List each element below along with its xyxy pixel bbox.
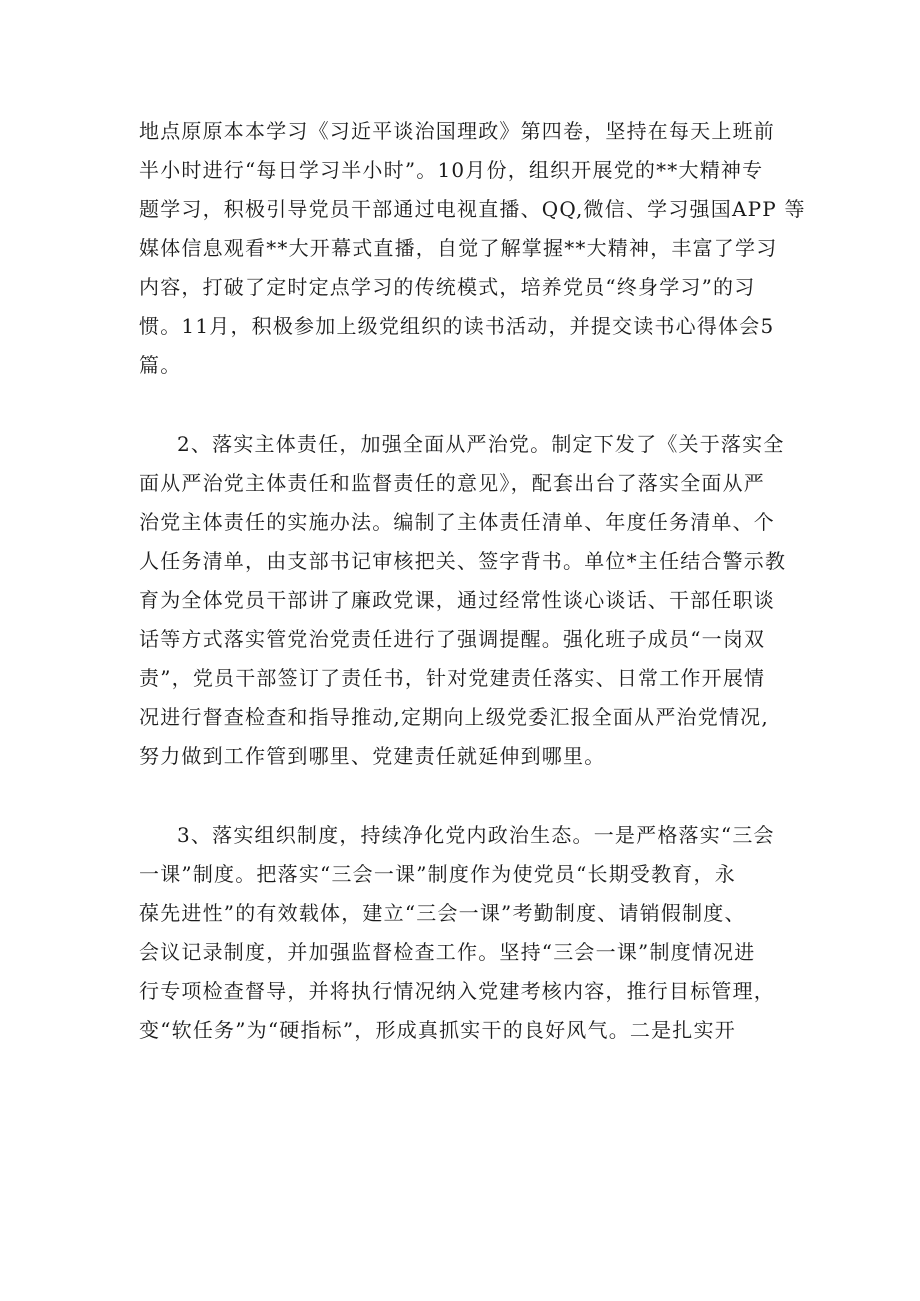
text-line: 责”，党员干部签订了责任书，针对党建责任落实、日常工作开展情: [139, 666, 766, 690]
text-line: 会议记录制度，并加强监督检查工作。坚持“三会一课”制度情况进: [139, 940, 756, 964]
text-line: 治党主体责任的实施办法。编制了主体责任清单、年度任务清单、个: [139, 510, 775, 534]
text-line: 媒体信息观看**大开幕式直播，自觉了解掌握**大精神，丰富了学习: [139, 236, 778, 260]
text-line: 行专项检查督导，并将执行情况纳入党建考核内容，推行目标管理，: [139, 979, 775, 1003]
text-line: 篇。: [139, 353, 182, 377]
paragraph-2: [139, 425, 799, 776]
body-text: [139, 112, 806, 1050]
text-line: 地点原原本本学习《习近平谈治国理政》第四卷，坚持在每天上班前: [139, 119, 775, 143]
text-line: 2、落实主体责任，加强全面从严治党。制定下发了《关于落实全: [177, 432, 785, 456]
paragraph-gap: [139, 385, 799, 425]
text-line: 一课”制度。把落实“三会一课”制度作为使党员“长期受教育，永: [139, 862, 736, 886]
text-line: 况进行督查检查和指导推动,定期向上级党委汇报全面从严治党情况,: [139, 705, 769, 729]
text-line: 人任务清单，由支部书记审核把关、签字背书。单位*主任结合警示教: [139, 549, 787, 573]
text-line: 内容，打破了定时定点学习的传统模式，培养党员“终身学习”的习: [139, 275, 756, 299]
paragraph-gap: [139, 776, 799, 816]
text-line: 面从严治党主体责任和监督责任的意见》，配套出台了落实全面从严: [139, 471, 765, 495]
paragraph-1: [139, 112, 806, 385]
text-line: 半小时进行“每日学习半小时”。10月份，组织开展党的**大精神专: [139, 158, 764, 182]
text-line: 题学习，积极引导党员干部通过电视直播、QQ,微信、学习强国APP 等: [139, 197, 806, 221]
text-line: 话等方式落实管党治党责任进行了强调提醒。强化班子成员“一岗双: [139, 627, 766, 651]
text-line: 变“软任务”为“硬指标”，形成真抓实干的良好风气。二是扎实开: [139, 1018, 736, 1042]
text-line: 努力做到工作管到哪里、党建责任就延伸到哪里。: [139, 744, 606, 768]
text-line: 3、落实组织制度，持续净化党内政治生态。一是严格落实“三会: [177, 823, 775, 847]
paragraph-3: [139, 816, 799, 1050]
text-line: 惯。11月，积极参加上级党组织的读书活动，并提交读书心得体会5: [139, 314, 775, 338]
text-line: 育为全体党员干部讲了廉政党课，通过经常性谈心谈话、干部任职谈: [139, 588, 775, 612]
text-line: 葆先进性”的有效载体，建立“三会一课”考勤制度、请销假制度、: [139, 901, 746, 925]
